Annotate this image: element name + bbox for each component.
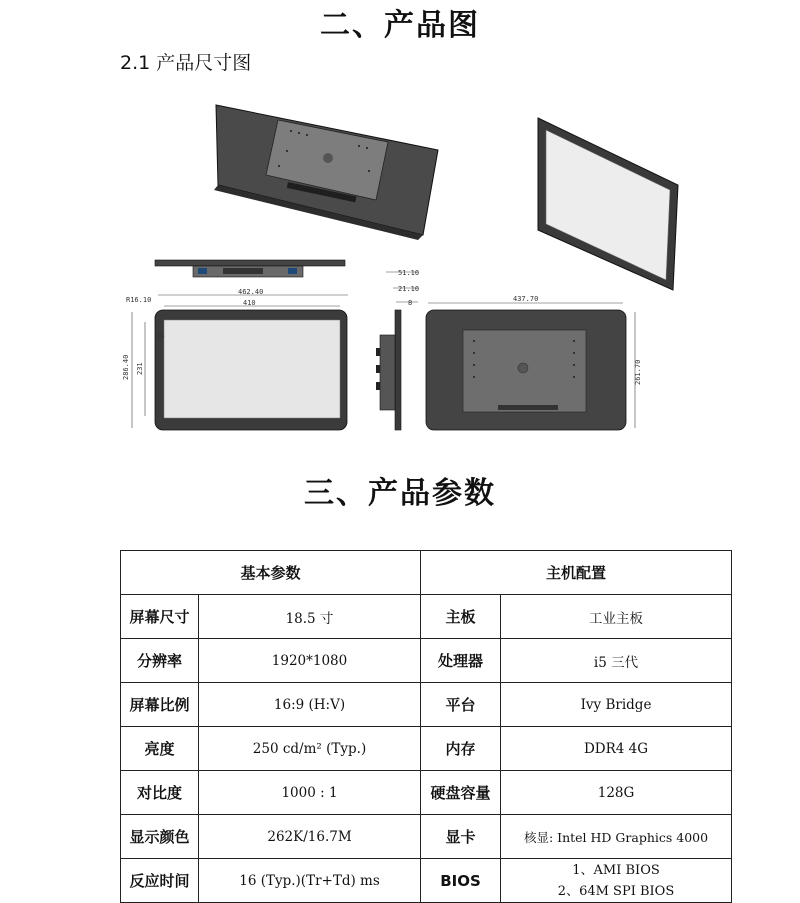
section-title-product-params: 三、产品参数 bbox=[304, 476, 496, 511]
row-label: BIOS bbox=[421, 859, 501, 903]
bios-line-2: 2、64M SPI BIOS bbox=[557, 883, 675, 899]
side-view bbox=[376, 269, 419, 430]
section-title-product-drawings: 二、产品图 bbox=[320, 8, 480, 43]
table-row bbox=[121, 771, 732, 815]
row-value: DDR4 4G bbox=[501, 727, 732, 771]
row-value-bios bbox=[501, 859, 732, 903]
bios-line-1: 1、AMI BIOS bbox=[572, 862, 660, 878]
dim-inner-offset: 24 bbox=[156, 332, 165, 340]
front-view bbox=[122, 288, 348, 430]
row-label: 反应时间 bbox=[121, 859, 199, 903]
dim-depth-3: 8 bbox=[408, 299, 413, 307]
header-basic-params: 基本参数 bbox=[121, 551, 421, 595]
dim-w-outer: 462.40 bbox=[238, 288, 264, 296]
dim-back-h: 261.70 bbox=[634, 359, 642, 385]
header-host-config: 主机配置 bbox=[421, 551, 732, 595]
table-row bbox=[121, 595, 732, 639]
dim-radius: R16.10 bbox=[126, 296, 152, 304]
row-label: 平台 bbox=[421, 683, 501, 727]
row-value: 16 (Typ.)(Tr+Td) ms bbox=[199, 859, 421, 903]
row-value: i5 三代 bbox=[501, 639, 732, 683]
row-value: 18.5 寸 bbox=[199, 595, 421, 639]
row-label: 硬盘容量 bbox=[421, 771, 501, 815]
row-label: 显示颜色 bbox=[121, 815, 199, 859]
row-label: 主板 bbox=[421, 595, 501, 639]
table-row bbox=[121, 727, 732, 771]
row-value: 262K/16.7M bbox=[199, 815, 421, 859]
row-label: 内存 bbox=[421, 727, 501, 771]
row-label: 屏幕比例 bbox=[121, 683, 199, 727]
row-value: 250 cd/m² (Typ.) bbox=[199, 727, 421, 771]
table-row bbox=[121, 639, 732, 683]
table-row bbox=[121, 859, 732, 903]
row-value: Ivy Bridge bbox=[501, 683, 732, 727]
row-value: 工业主板 bbox=[501, 595, 732, 639]
row-label: 显卡 bbox=[421, 815, 501, 859]
dim-depth-2: 21.10 bbox=[398, 285, 420, 293]
row-value: 核显: Intel HD Graphics 4000 bbox=[501, 815, 732, 859]
row-label: 对比度 bbox=[121, 771, 199, 815]
row-label: 处理器 bbox=[421, 639, 501, 683]
row-value: 128G bbox=[501, 771, 732, 815]
row-label: 屏幕尺寸 bbox=[121, 595, 199, 639]
top-view bbox=[155, 260, 345, 277]
dim-back-w: 437.70 bbox=[513, 295, 539, 303]
table-row bbox=[121, 683, 732, 727]
row-label: 分辨率 bbox=[121, 639, 199, 683]
dim-depth-1: 51.10 bbox=[398, 269, 420, 277]
table-row bbox=[121, 815, 732, 859]
row-value: 1920*1080 bbox=[199, 639, 421, 683]
dim-h-inner: 231 bbox=[136, 362, 144, 375]
perspective-back-view bbox=[214, 105, 438, 240]
row-label: 亮度 bbox=[121, 727, 199, 771]
row-value: 1000 : 1 bbox=[199, 771, 421, 815]
perspective-front-view bbox=[538, 118, 678, 290]
spec-table bbox=[120, 550, 732, 903]
dimension-drawings bbox=[118, 90, 698, 435]
dim-h-outer: 286.40 bbox=[122, 354, 130, 380]
dim-w-inner: 410 bbox=[243, 299, 256, 307]
back-view bbox=[426, 295, 642, 430]
row-value: 16:9 (H:V) bbox=[199, 683, 421, 727]
subsection-title-dimensions: 2.1 产品尺寸图 bbox=[120, 52, 252, 74]
table-header-row bbox=[121, 551, 732, 595]
